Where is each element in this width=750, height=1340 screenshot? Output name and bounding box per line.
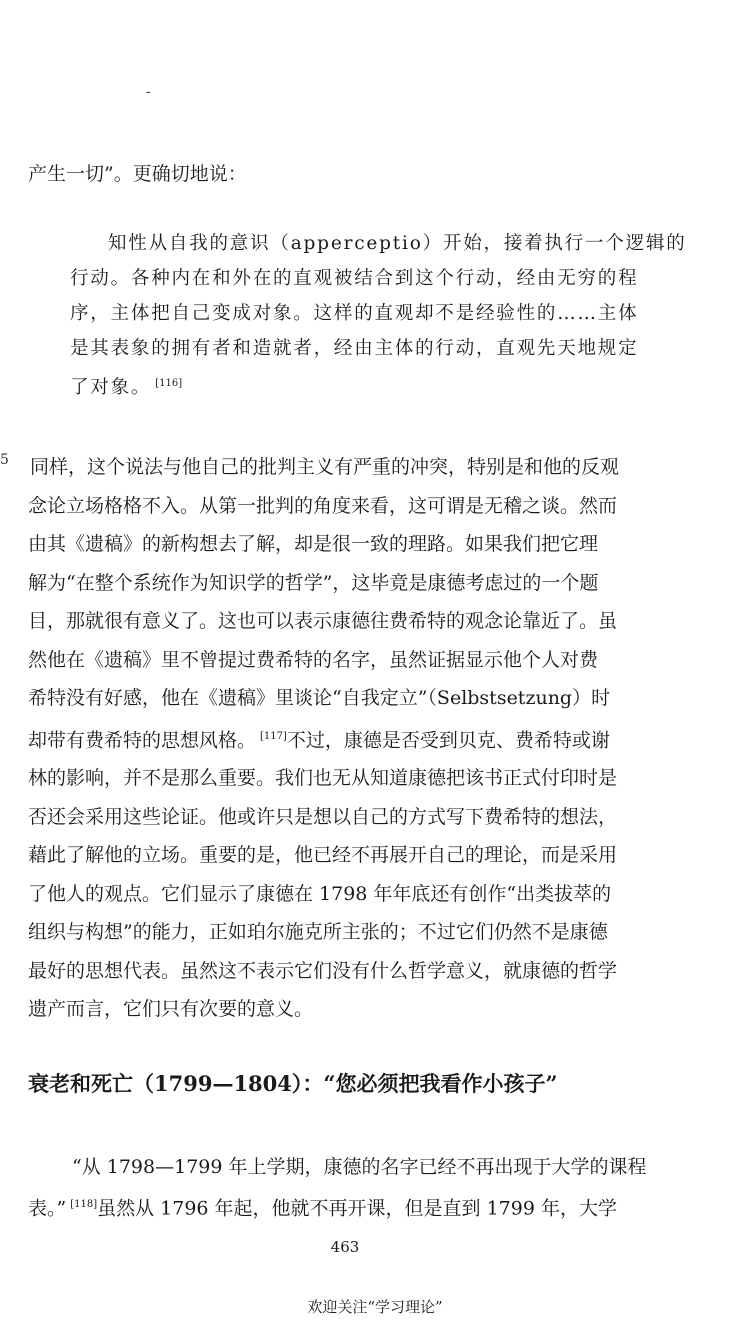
para-line (28, 1186, 668, 1227)
para-line: 最好的思想代表。虽然这不表示它们没有什么哲学意义，就康德的哲学 (28, 959, 618, 982)
quote-line: 序，主体把自己变成对象。这样的直观却不是经验性的……主体 (70, 303, 639, 324)
para-line: 组织与构想”的能力，正如珀尔施克所主张的；不过它们仍然不是康德 (28, 921, 608, 944)
footnote-ref-117: [117] (260, 730, 287, 742)
section-heading: 衰老和死亡（1799—1804）：“您必须把我看作小孩子” (28, 1071, 558, 1096)
para-line: 了他人的观点。它们显示了康德在 1798 年年底还有创作“出类拔萃的 (28, 882, 612, 905)
footnote-ref-118: [118] (70, 1199, 98, 1210)
para-line-text: 不过，康德是否受到贝克、费希特或谢 (286, 728, 610, 751)
block-quote (70, 226, 687, 405)
para-line-text: 却带有费希特的思想风格。 (28, 728, 257, 751)
para-line: 藉此了解他的立场。重要的是，他已经不再展开自己的理论，而是采用 (28, 844, 618, 867)
para-line-text: 表。” (28, 1197, 67, 1220)
para-line: 目，那就很有意义了。这也可以表示康德往费希特的观念论靠近了。虽 (28, 610, 618, 632)
body-paragraph-2 (28, 1148, 668, 1227)
stray-mark: - (146, 84, 151, 100)
para-line: 然他在《遗稿》里不曾提过费希特的名字，虽然证据显示他个人对费 (28, 648, 599, 671)
para-line: “从 1798—1799 年上学期，康德的名字已经不再出现于大学的课程 (72, 1156, 647, 1178)
page-number: 463 (330, 1238, 360, 1256)
margin-marker: 5 (0, 452, 9, 468)
para-line: 解为“在整个系统作为知识学的哲学”，这毕竟是康德考虑过的一个题 (28, 571, 599, 594)
para-line: 否还会采用这些论证。他或许只是想以自己的方式写下费希特的想法， (28, 805, 618, 828)
quote-line: 知性从自我的意识（apperceptio）开始，接着执行一个逻辑的 (108, 233, 687, 254)
quote-line: 是其表象的拥有者和造就者，经由主体的行动，直观先天地规定 (70, 338, 639, 359)
quote-line (70, 366, 660, 405)
para-line: 由其《遗稿》的新构想去了解，却是很一致的理路。如果我们把它理 (28, 533, 599, 555)
para-line: 林的影响，并不是那么重要。我们也无从知道康德把该书正式付印时是 (28, 767, 618, 790)
para-line-text: 虽然从 1796 年起，他就不再开课，但是直到 1799 年，大学 (97, 1197, 617, 1220)
quote-line-text: 了对象。 (70, 377, 152, 399)
footer-note: 欢迎关注“学习理论” (307, 1298, 443, 1316)
intro-line: 产生一切”。更确切地说： (28, 163, 247, 185)
quote-line: 行动。各种内在和外在的直观被结合到这个行动，经由无穷的程 (70, 268, 639, 289)
footnote-ref-116: [116] (155, 378, 183, 389)
body-paragraph (28, 448, 668, 1029)
para-line: 遗产而言，它们只有次要的意义。 (28, 998, 314, 1021)
para-line: 念论立场格格不入。从第一批判的角度来看，这可谓是无稽之谈。然而 (28, 494, 618, 517)
para-line: 同样，这个说法与他自己的批判主义有严重的冲突，特别是和他的反观 (30, 456, 620, 478)
para-line (28, 718, 668, 760)
para-line: 希特没有好感，他在《遗稿》里谈论“自我定立”（Selbstsetzung）时 (28, 687, 611, 709)
